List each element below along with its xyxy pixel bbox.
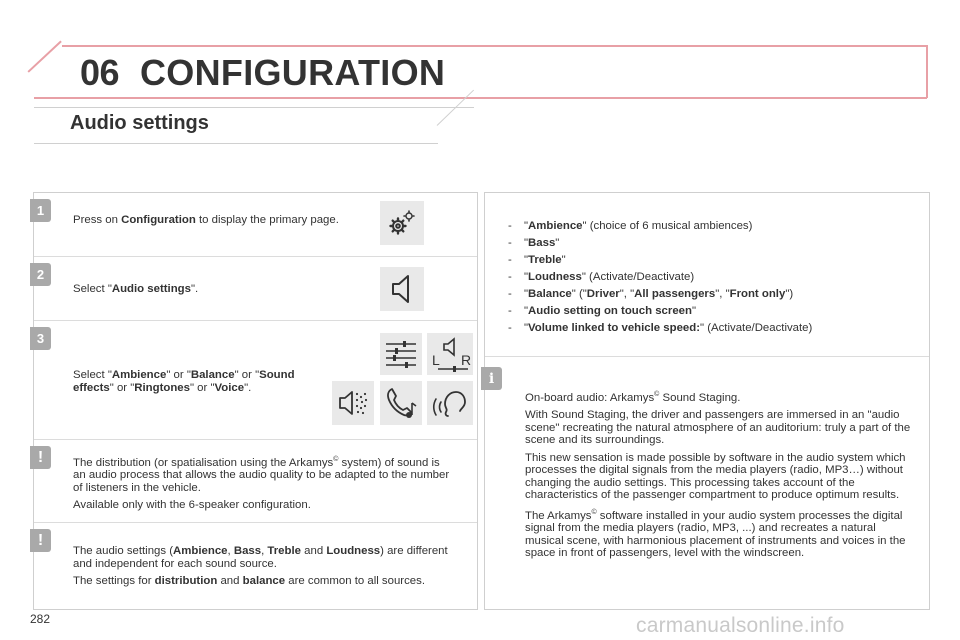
bold-term: Balance (528, 288, 572, 300)
warning-1-paragraph-1 (73, 454, 453, 494)
text-run: " (" (571, 288, 587, 300)
option-item (508, 271, 918, 284)
sound-effects-icon (336, 386, 370, 420)
bold-term: Bass (528, 237, 556, 249)
step-3-text (73, 369, 331, 394)
text-run: and (300, 545, 327, 557)
balance-icon (428, 335, 472, 373)
warning-2-text (73, 545, 465, 593)
bold-term: Configuration (121, 214, 196, 226)
text-run: " (524, 288, 529, 300)
option-item (508, 220, 918, 233)
bold-term: Ambience (173, 545, 228, 557)
watermark: carmanualsonline.info (636, 614, 845, 637)
bold-term: Audio settings (111, 283, 191, 295)
step-3-badge: 3 (30, 327, 51, 350)
balance-right-label: R (461, 352, 472, 368)
text-run: ", " (715, 288, 730, 300)
option-item (508, 288, 918, 301)
warning-1-row (34, 440, 477, 523)
text-run: and (217, 575, 243, 587)
bold-term: Ringtones (134, 381, 190, 394)
step-1-badge: 1 (30, 199, 51, 222)
text-run: " (Activate/Deactivate) (581, 271, 695, 283)
bold-term: Driver (586, 288, 620, 300)
option-item (508, 237, 918, 250)
header-diagonal-line (27, 41, 61, 73)
warning-1-text (73, 454, 453, 517)
warning-2-row (34, 523, 477, 608)
text-run: , (261, 545, 268, 557)
text-run: " (561, 254, 566, 266)
copyright-mark: © (591, 508, 597, 516)
warning-2-paragraph-1 (73, 545, 465, 570)
text-run: " (Activate/Deactivate) (700, 322, 813, 334)
text-run: ) are different and independent for each sound source. (73, 545, 448, 570)
copyright-mark: © (333, 456, 339, 463)
right-panel (484, 192, 930, 610)
text-run: On-board audio: Arkamys (525, 391, 655, 404)
text-run: " or " (109, 381, 135, 394)
step-1-text (73, 214, 353, 227)
ringtone-icon (384, 385, 418, 421)
info-text (525, 389, 917, 565)
info-paragraph (525, 409, 917, 447)
copyright-mark: © (654, 391, 660, 398)
option-item (508, 254, 918, 267)
page-number: 282 (30, 612, 51, 626)
text-run: " or " (189, 381, 215, 394)
text-run: " (524, 220, 529, 232)
warning-1-icon: ! (30, 446, 51, 469)
step-2-icon-box (380, 267, 424, 311)
bold-term: Front only (729, 288, 786, 300)
text-run: " (691, 305, 697, 317)
voice-icon (432, 386, 468, 420)
text-run: " or " (234, 369, 260, 381)
speaker-icon (387, 272, 417, 306)
ringtone-icon-box (380, 381, 422, 425)
warning-1-paragraph-2: Available only with the 6-speaker configuration. (73, 499, 311, 512)
step-2-badge: 2 (30, 263, 51, 286)
bold-term: Sound effects (73, 369, 295, 394)
text-run: ", " (619, 288, 635, 300)
bold-term: All passengers (634, 288, 716, 300)
bold-term: Ambience (111, 369, 167, 381)
section-title: Audio settings (70, 112, 209, 134)
header-top-line (62, 45, 927, 47)
warning-2-icon: ! (30, 529, 51, 552)
info-paragraph (525, 507, 917, 560)
bold-term: Balance (190, 369, 235, 381)
text-run: software installed in your audio system processes the digital signal from the media players (radio, MP3, ...) and recreates a natural musical scene, with harmonious placement of instruments and voices in the space in front of passengers, level with the windscreen. (525, 509, 906, 560)
text-run: " (524, 322, 529, 334)
header-bottom-line (34, 97, 927, 99)
chapter-number: 06 (80, 52, 120, 93)
text-run: " (555, 237, 560, 249)
bold-term: Treble (528, 254, 562, 266)
text-run: " (524, 305, 529, 317)
bold-term: Treble (267, 545, 301, 557)
options-badge (481, 199, 502, 222)
text-run: The audio settings ( (73, 545, 174, 557)
balance-icon-box (427, 333, 473, 375)
options-list (508, 220, 918, 339)
step-3-row (34, 321, 477, 440)
info-paragraph (525, 389, 917, 404)
step-2-text (73, 283, 353, 296)
text-run: The settings for (73, 575, 155, 587)
balance-left-label: L (432, 352, 440, 368)
bold-term: Ambience (528, 220, 583, 232)
text-run: " (524, 237, 529, 249)
section-top-line (34, 107, 474, 108)
bold-term: Loudness (528, 271, 582, 283)
bold-term: distribution (154, 575, 218, 587)
warning-2-paragraph-2 (73, 575, 465, 588)
gears-icon (385, 206, 419, 240)
option-item (508, 305, 918, 318)
section-bottom-line (34, 143, 438, 144)
text-run: The Arkamys (525, 509, 592, 522)
text-run: With Sound Staging, the driver and passengers are immersed in an "audio scene" recreating the natural atmosphere of an auditorium: truly a part of the scene and its surroundings. (525, 409, 911, 447)
text-run: ". (190, 283, 199, 295)
text-run: are common to all sources. (285, 575, 425, 587)
chapter-title: CONFIGURATION (140, 52, 446, 93)
info-icon: i (481, 367, 502, 390)
sound-effects-icon-box (332, 381, 374, 425)
text-run: This new sensation is made possible by software in the audio system which processes the digital signals from the media players (radio, MP3…) without changing the audio settings. This processing takes account of the characteristics of the passenger compartment to produce optimum results. (525, 451, 906, 502)
voice-icon-box (427, 381, 473, 425)
text-run: Select " (73, 369, 112, 381)
step-1-row (34, 193, 477, 257)
text-run: , (227, 545, 234, 557)
equalizer-icon-box (380, 333, 422, 375)
left-panel (33, 192, 478, 610)
text-run: ") (785, 288, 794, 300)
bold-term: Volume linked to vehicle speed: (528, 322, 701, 334)
info-paragraph (525, 452, 917, 502)
text-run: ". (244, 381, 252, 394)
step-2-row (34, 257, 477, 321)
options-row (485, 193, 929, 357)
text-run: to display the primary page. (195, 214, 339, 226)
text-run: " (524, 271, 529, 283)
bold-term: Loudness (326, 545, 381, 557)
info-row (485, 357, 929, 607)
header-right-line (926, 45, 928, 98)
text-run: " (524, 254, 529, 266)
bold-term: Bass (233, 545, 262, 557)
text-run: " or " (166, 369, 191, 381)
equalizer-icon (384, 339, 418, 369)
bold-term: Voice (214, 381, 245, 394)
text-run: Select " (73, 283, 112, 295)
text-run: The distribution (or spatialisation using the Arkamys (73, 456, 334, 469)
text-run: " (choice of 6 musical ambiences) (582, 220, 753, 232)
step-1-icon-box (380, 201, 424, 245)
text-run: Sound Staging. (659, 391, 741, 404)
text-run: Press on (73, 214, 122, 226)
bold-term: balance (242, 575, 286, 587)
text-run: system) of sound is an audio process that allows the audio quality to be adapted to the number of listeners in the vehicle. (73, 456, 450, 494)
option-item (508, 322, 918, 335)
bold-term: Audio setting on touch screen (528, 305, 692, 317)
